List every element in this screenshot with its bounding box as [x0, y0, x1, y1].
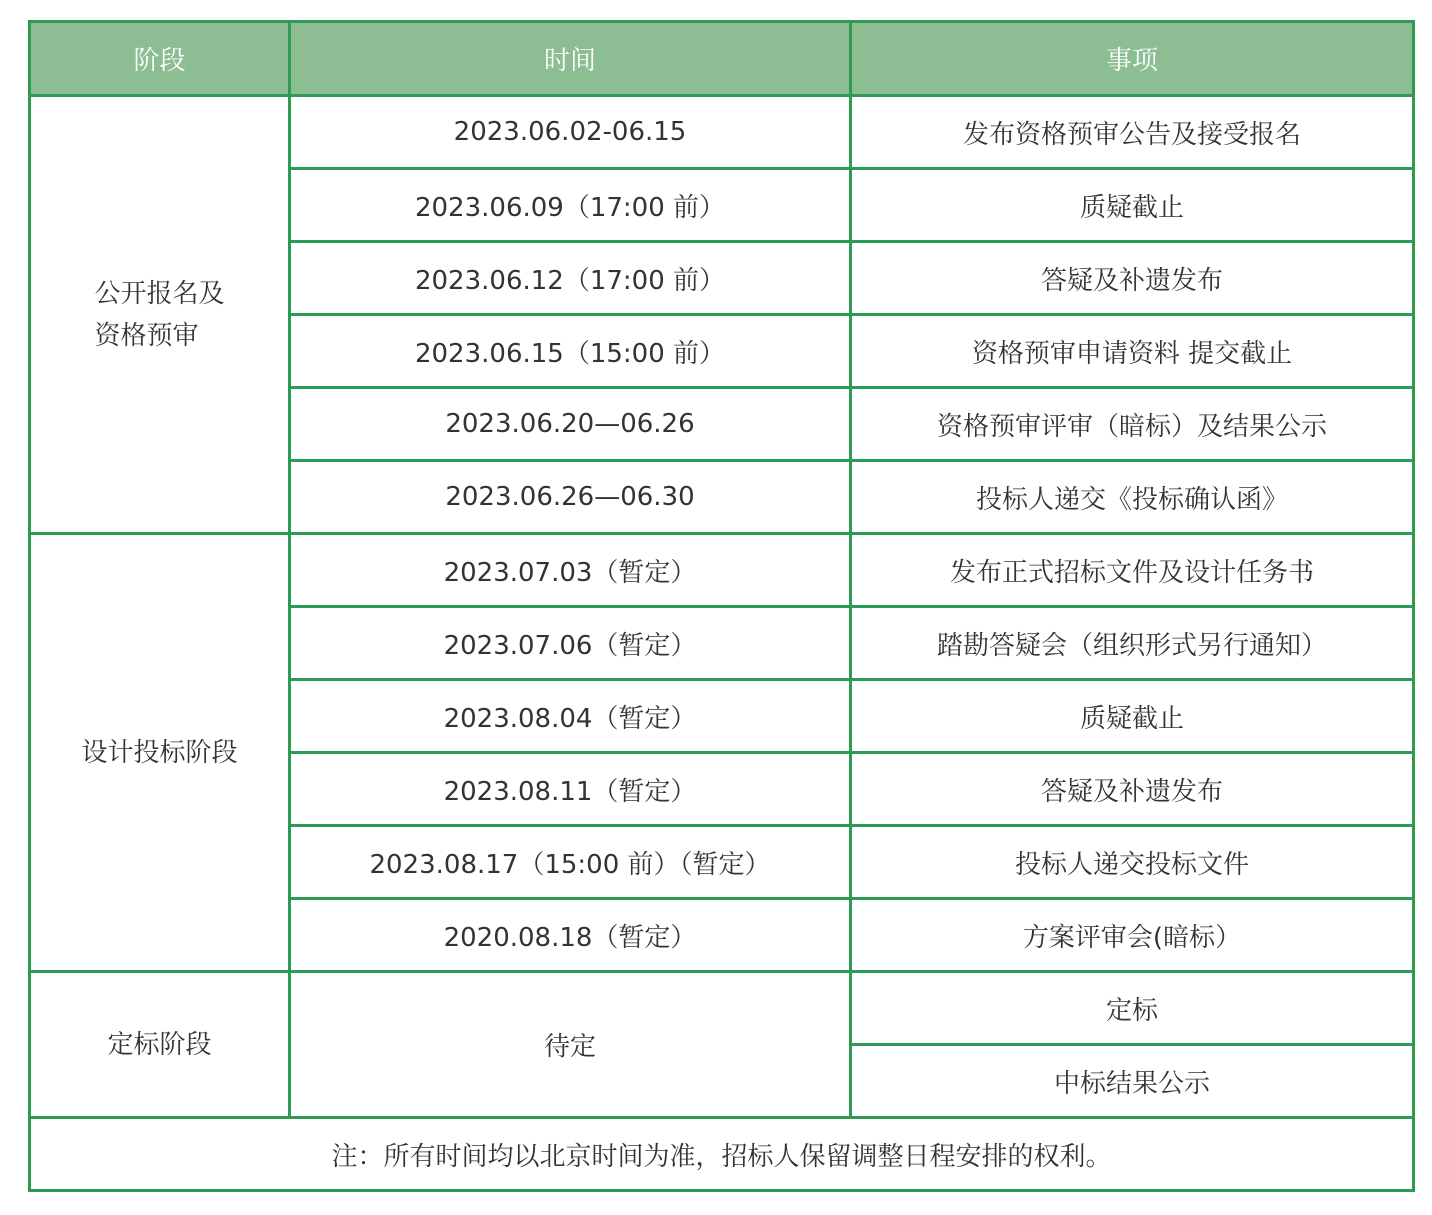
stage-cell-award: 定标阶段: [30, 972, 290, 1118]
stage-cell-registration: [30, 96, 290, 534]
header-item: 事项: [851, 22, 1414, 96]
item-cell: 答疑及补遗发布: [851, 242, 1414, 315]
item-cell: 发布资格预审公告及接受报名: [851, 96, 1414, 169]
schedule-table: [28, 20, 1415, 1192]
time-cell: 2023.08.17（15:00 前）（暂定）: [290, 826, 851, 899]
time-cell: 2023.07.06（暂定）: [290, 607, 851, 680]
note-text: 注：所有时间均以北京时间为准，招标人保留调整日程安排的权利。: [30, 1118, 1414, 1191]
time-cell: 2023.07.03（暂定）: [290, 534, 851, 607]
stage-cell-bidding: 设计投标阶段: [30, 534, 290, 972]
time-cell: 2023.06.12（17:00 前）: [290, 242, 851, 315]
item-cell: 质疑截止: [851, 680, 1414, 753]
item-cell: 资格预审评审（暗标）及结果公示: [851, 388, 1414, 461]
time-cell: 2023.06.26—06.30: [290, 461, 851, 534]
item-cell: 发布正式招标文件及设计任务书: [851, 534, 1414, 607]
item-cell: 质疑截止: [851, 169, 1414, 242]
time-cell: 2023.06.02-06.15: [290, 96, 851, 169]
note-row: [30, 1118, 1414, 1191]
time-cell: 2020.08.18（暂定）: [290, 899, 851, 972]
stage-name-line2: 资格预审: [94, 320, 199, 351]
item-cell: 投标人递交投标文件: [851, 826, 1414, 899]
time-cell: 2023.06.15（15:00 前）: [290, 315, 851, 388]
table-row: [30, 972, 1414, 1045]
header-stage: 阶段: [30, 22, 290, 96]
table-row: [30, 96, 1414, 169]
item-cell: 资格预审申请资料 提交截止: [851, 315, 1414, 388]
time-cell: 待定: [290, 972, 851, 1118]
table-row: [30, 534, 1414, 607]
item-cell: 投标人递交《投标确认函》: [851, 461, 1414, 534]
stage-name-line1: 公开报名及: [94, 278, 225, 309]
time-cell: 2023.08.04（暂定）: [290, 680, 851, 753]
item-cell: 中标结果公示: [851, 1045, 1414, 1118]
time-cell: 2023.08.11（暂定）: [290, 753, 851, 826]
item-cell: 答疑及补遗发布: [851, 753, 1414, 826]
time-cell: 2023.06.20—06.26: [290, 388, 851, 461]
header-row: [30, 22, 1414, 96]
header-time: 时间: [290, 22, 851, 96]
item-cell: 定标: [851, 972, 1414, 1045]
item-cell: 踏勘答疑会（组织形式另行通知）: [851, 607, 1414, 680]
time-cell: 2023.06.09（17:00 前）: [290, 169, 851, 242]
item-cell: 方案评审会(暗标）: [851, 899, 1414, 972]
